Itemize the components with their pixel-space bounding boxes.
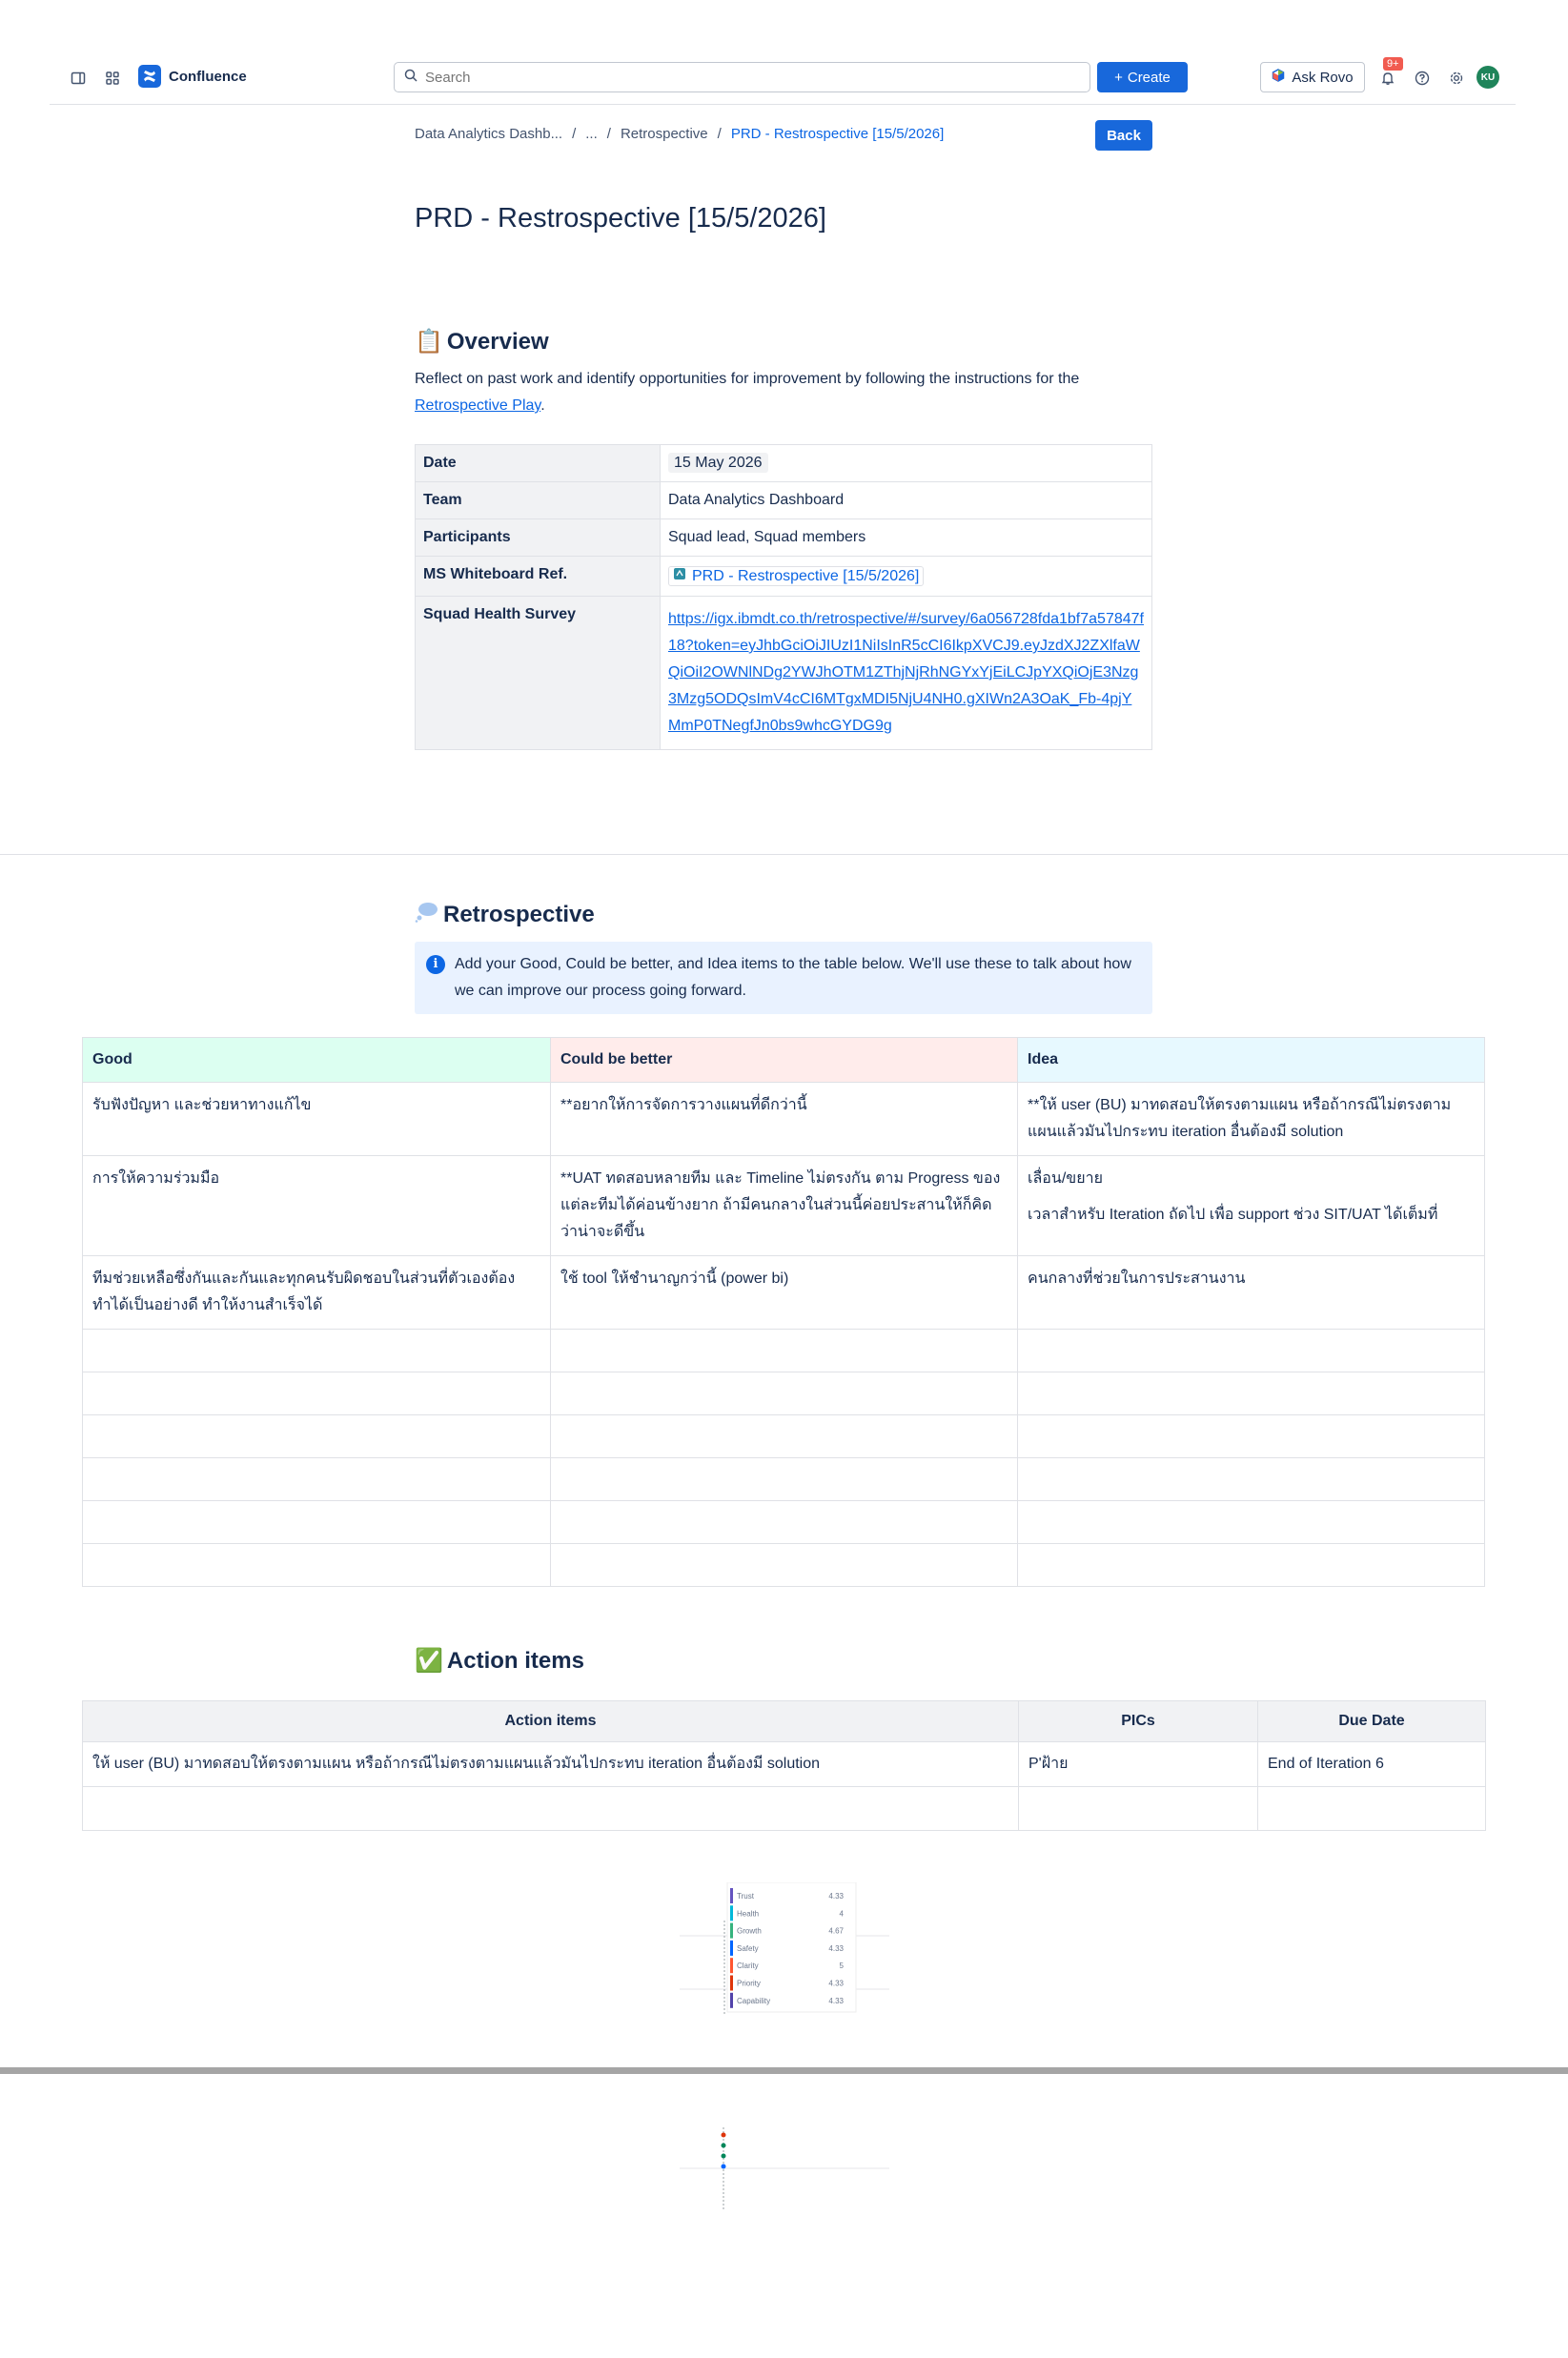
check-mark-icon: ✅ [415, 1648, 443, 1674]
action-items-heading [415, 1647, 584, 1675]
overview-heading-text: Overview [446, 328, 549, 355]
breadcrumb-item-retrospective[interactable]: Retrospective [620, 126, 708, 142]
info-panel-text: Add your Good, Could be better, and Idea items to the table below. We'll use these to talk about how we can improve our process going forward. [455, 956, 1131, 999]
notifications-badge: 9+ [1383, 57, 1403, 71]
app-name: Confluence [169, 68, 247, 85]
whiteboard-label: MS Whiteboard Ref. [416, 557, 661, 597]
page-scroll-separator [0, 2067, 1568, 2074]
empty-cell[interactable] [551, 1458, 1018, 1501]
period: . [540, 397, 545, 414]
survey-cell [661, 597, 1152, 750]
due-date-cell[interactable]: End of Iteration 6 [1258, 1742, 1486, 1787]
empty-cell[interactable] [1018, 1458, 1485, 1501]
create-button[interactable] [1097, 62, 1188, 92]
empty-cell[interactable] [551, 1330, 1018, 1372]
empty-cell[interactable] [1018, 1330, 1485, 1372]
health-label-clarity: Clarity [737, 1962, 759, 1971]
section-divider [0, 854, 1568, 855]
whiteboard-link-text: PRD - Restrospective [15/5/2026] [692, 567, 920, 584]
health-value-growth: 4.67 [828, 1926, 844, 1936]
mini-chart-point [722, 2144, 726, 2148]
empty-cell[interactable] [1258, 1787, 1486, 1831]
health-bar-trust [730, 1888, 733, 1903]
empty-cell[interactable] [83, 1458, 551, 1501]
health-label-priority: Priority [737, 1979, 761, 1988]
column-header-idea: Idea [1018, 1038, 1485, 1083]
create-label: Create [1127, 69, 1171, 86]
column-header-due-date: Due Date [1258, 1701, 1486, 1742]
health-value-trust: 4.33 [828, 1892, 844, 1901]
action-item-cell[interactable]: ให้ user (BU) มาทดสอบให้ตรงตามแผน หรือถ้ากรณีไม่ตรงตามแผนแล้วมันไปกระทบ iteration อื่นต้องมี solution [83, 1742, 1019, 1787]
overview-table [415, 444, 1152, 750]
confluence-icon [138, 65, 161, 88]
table-header-row [83, 1038, 1485, 1083]
pic-cell[interactable]: P'ฝ้าย [1019, 1742, 1258, 1787]
breadcrumb-item-space[interactable]: Data Analytics Dashb... [415, 126, 563, 142]
idea-line: เลื่อน/ขยาย [1028, 1170, 1103, 1187]
survey-link[interactable]: https://igx.ibmdt.co.th/retrospective/#/survey/6a056728fda1bf7a57847f18?token=eyJhbGciOiJIUzI1NiIsInR5cCI6IkpXVCJ9.eyJzdXJ2ZXlfaWQiOiI2OWNlNDg2YWJhOTM1ZThjNjRhNGYxYjEiLCJpYXQiOjE3Nzg3Mzg5ODQsImV4cCI6MTgxMDI5NjU4NH0.gXIWn2A3OaK_Fb-4pjYMmP0TNegfJn0bs9whcGYDG9g [668, 611, 1144, 734]
table-row [416, 597, 1152, 750]
empty-cell[interactable] [1019, 1787, 1258, 1831]
could-be-better-cell[interactable]: ใช้ tool ให้ชำนาญกว่านี้ (power bi) [551, 1256, 1018, 1330]
column-header-action-items: Action items [83, 1701, 1019, 1742]
table-header-row [83, 1701, 1486, 1742]
date-label: Date [416, 445, 661, 482]
health-label-trust: Trust [737, 1892, 754, 1901]
health-label-safety: Safety [737, 1943, 759, 1953]
plus-icon: + [1114, 69, 1123, 86]
breadcrumb-separator: / [606, 126, 611, 142]
sidebar-toggle-icon[interactable] [67, 67, 90, 90]
column-header-good: Good [83, 1038, 551, 1083]
health-bar-capability [730, 1993, 733, 2008]
thought-bubble-icon [415, 900, 439, 929]
empty-table-row [83, 1544, 1485, 1587]
participants-value: Squad lead, Squad members [661, 519, 1152, 557]
health-value-clarity: 5 [839, 1962, 844, 1971]
empty-cell[interactable] [1018, 1415, 1485, 1458]
search-icon [404, 69, 417, 87]
health-value-safety: 4.33 [828, 1943, 844, 1953]
could-be-better-cell[interactable]: **อยากให้การจัดการวางแผนที่ดีกว่านี้ [551, 1083, 1018, 1156]
table-row [416, 519, 1152, 557]
health-label-growth: Growth [737, 1926, 762, 1936]
health-bar-growth [730, 1923, 733, 1939]
health-value-health: 4 [839, 1909, 844, 1919]
confluence-logo[interactable] [138, 65, 247, 88]
app-switcher-icon[interactable] [101, 67, 124, 90]
table-row [83, 1083, 1485, 1156]
empty-cell[interactable] [551, 1415, 1018, 1458]
good-cell[interactable]: การให้ความร่วมมือ [83, 1156, 551, 1256]
empty-table-row [83, 1458, 1485, 1501]
good-cell[interactable]: ทีมช่วยเหลือซึ่งกันและกันและทุกคนรับผิดชอบในส่วนที่ตัวเองต้องทำได้เป็นอย่างดี ทำให้งานสำเร็จได้ [83, 1256, 551, 1330]
squad-health-chart [680, 1882, 889, 2016]
empty-cell[interactable] [1018, 1372, 1485, 1415]
action-items-table [82, 1700, 1486, 1831]
retrospective-heading [415, 900, 595, 929]
mini-chart-point [722, 2165, 726, 2169]
ask-rovo-button[interactable] [1260, 62, 1365, 92]
mini-chart-point [722, 2133, 726, 2138]
ask-rovo-label: Ask Rovo [1292, 69, 1354, 86]
health-label-capability: Capability [737, 1996, 771, 2005]
table-row [83, 1156, 1485, 1256]
info-icon: i [426, 955, 445, 974]
whiteboard-link[interactable] [668, 566, 924, 586]
empty-cell[interactable] [1018, 1501, 1485, 1544]
empty-table-row [83, 1501, 1485, 1544]
empty-cell[interactable] [551, 1501, 1018, 1544]
team-value: Data Analytics Dashboard [661, 482, 1152, 519]
table-row [416, 445, 1152, 482]
empty-cell[interactable] [83, 1372, 551, 1415]
column-header-could-be-better: Could be better [551, 1038, 1018, 1083]
mini-chart-point [722, 2154, 726, 2159]
breadcrumb-item-ellipsis[interactable]: ... [585, 126, 598, 142]
search-bar[interactable] [394, 62, 1090, 92]
idea-cell[interactable]: **ให้ user (BU) มาทดสอบให้ตรงตามแผน หรือถ้ากรณีไม่ตรงตามแผนแล้วมันไปกระทบ iteration อื่นต้องมี solution [1018, 1083, 1485, 1156]
empty-table-row [83, 1787, 1486, 1831]
idea-cell[interactable] [1018, 1156, 1485, 1256]
health-label-health: Health [737, 1909, 760, 1919]
back-button[interactable]: Back [1095, 120, 1152, 151]
health-value-capability: 4.33 [828, 1996, 844, 2005]
retrospective-table [82, 1037, 1485, 1587]
empty-table-row [83, 1415, 1485, 1458]
whiteboard-cell [661, 557, 1152, 597]
help-icon[interactable] [1411, 67, 1434, 90]
rovo-icon [1272, 69, 1285, 86]
idea-line: เวลาสำหรับ Iteration ถัดไป เพื่อ support ช่วง SIT/UAT ได้เต็มที่ [1028, 1207, 1438, 1223]
clipboard-icon: 📋 [415, 329, 443, 355]
overview-intro [415, 366, 1153, 419]
good-cell[interactable]: รับฟังปัญหา และช่วยหาทางแก้ไข [83, 1083, 551, 1156]
empty-cell[interactable] [551, 1544, 1018, 1587]
user-avatar[interactable]: KU [1476, 66, 1499, 89]
empty-table-row [83, 1330, 1485, 1372]
empty-cell[interactable] [551, 1372, 1018, 1415]
mini-chart [680, 2118, 889, 2213]
page-title: PRD - Restrospective [15/5/2026] [415, 203, 826, 234]
action-items-heading-text: Action items [446, 1647, 584, 1674]
search-input[interactable] [425, 70, 1045, 86]
empty-cell[interactable] [83, 1544, 551, 1587]
could-be-better-cell[interactable]: **UAT ทดสอบหลายทีม และ Timeline ไม่ตรงกัน ตาม Progress ของแต่ละทีมได้ค่อนข้างยาก ถ้ามีคนกลางในส่วนนี้ค่อยประสานให้ก็คิดว่าน่าจะดีขึ้น [551, 1156, 1018, 1256]
overview-heading [415, 328, 549, 356]
idea-cell[interactable]: คนกลางที่ช่วยในการประสานงาน [1018, 1256, 1485, 1330]
table-row [416, 482, 1152, 519]
whiteboard-icon [673, 567, 686, 585]
column-header-pics: PICs [1019, 1701, 1258, 1742]
health-bar-clarity [730, 1958, 733, 1973]
table-row [83, 1256, 1485, 1330]
top-navigation [50, 59, 1516, 105]
info-panel [415, 942, 1152, 1014]
overview-intro-text: Reflect on past work and identify opportunities for improvement by following the instructions for the [415, 371, 1080, 387]
settings-gear-icon[interactable] [1445, 67, 1468, 90]
health-value-priority: 4.33 [828, 1979, 844, 1988]
team-label: Team [416, 482, 661, 519]
breadcrumb-item-current[interactable]: PRD - Restrospective [15/5/2026] [730, 126, 945, 142]
empty-table-row [83, 1372, 1485, 1415]
empty-cell[interactable] [83, 1415, 551, 1458]
empty-cell[interactable] [83, 1501, 551, 1544]
date-value[interactable]: 15 May 2026 [668, 453, 768, 473]
retrospective-play-link[interactable]: Retrospective Play [415, 397, 541, 414]
health-bar-priority [730, 1976, 733, 1991]
breadcrumb [415, 126, 944, 142]
empty-cell[interactable] [83, 1330, 551, 1372]
table-row [83, 1742, 1486, 1787]
survey-label: Squad Health Survey [416, 597, 661, 750]
table-row [416, 557, 1152, 597]
breadcrumb-separator: / [572, 126, 577, 142]
health-bar-health [730, 1905, 733, 1921]
retrospective-heading-text: Retrospective [443, 901, 595, 927]
empty-cell[interactable] [1018, 1544, 1485, 1587]
breadcrumb-separator: / [717, 126, 722, 142]
health-bar-safety [730, 1941, 733, 1956]
participants-label: Participants [416, 519, 661, 557]
date-cell [661, 445, 1152, 482]
empty-cell[interactable] [83, 1787, 1019, 1831]
